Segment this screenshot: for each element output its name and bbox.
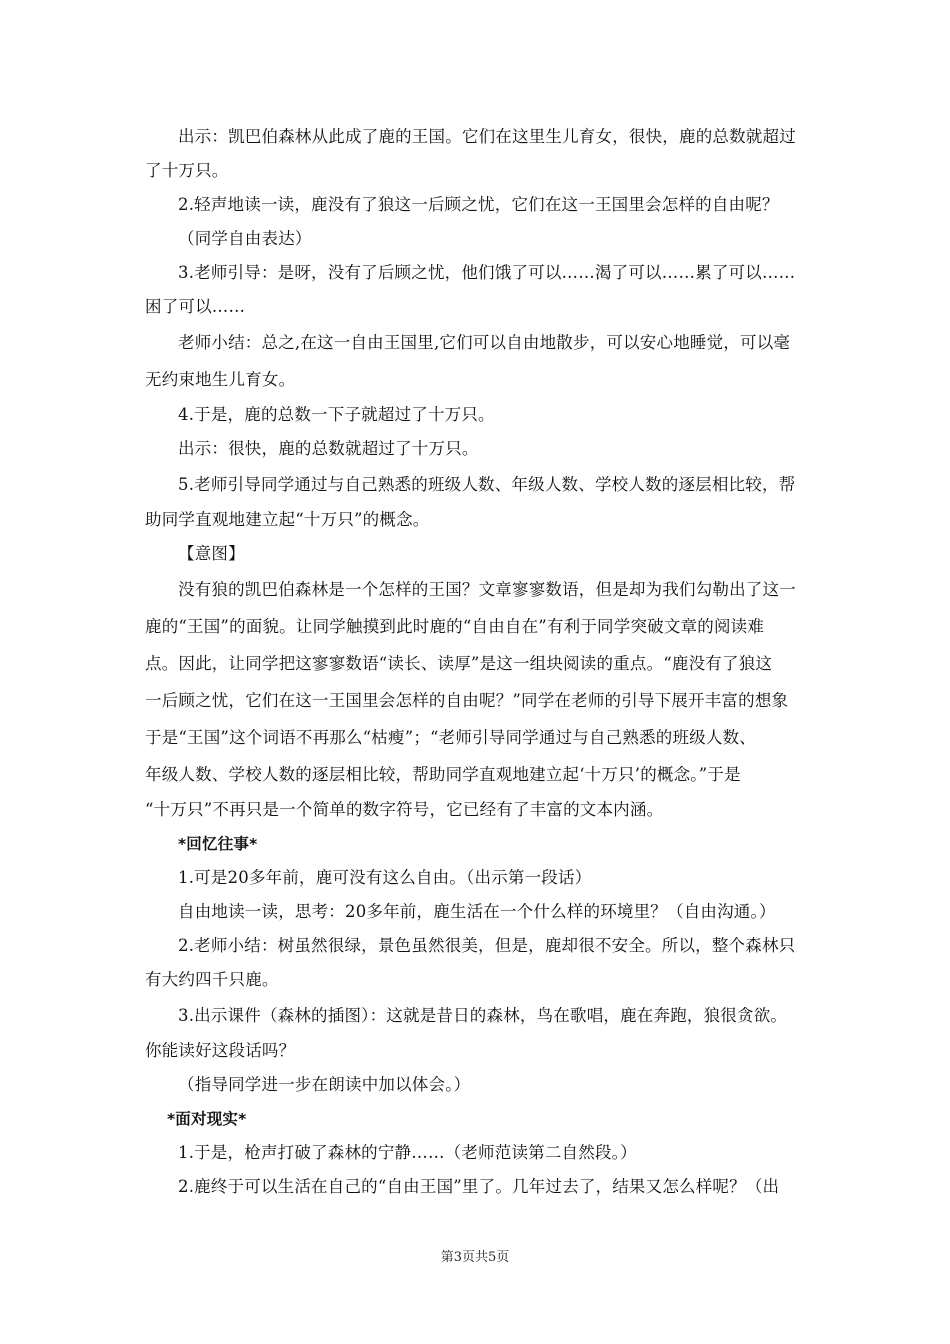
text-line: 一后顾之忧，它们在这一王国里会怎样的自由呢？”同学在老师的引导下展开丰富的想象	[145, 691, 789, 710]
text-line: 鹿的“王国”的面貌。让同学触摸到此时鹿的“自由自在”有利于同学突破文章的阅读难	[145, 617, 765, 636]
text-line: 3.老师引导：是呀，没有了后顾之忧，他们饿了可以……渴了可以……累了可以……	[178, 263, 796, 282]
page-number: 第3页共5页	[440, 1250, 510, 1265]
text-line: 自由地读一读，思考：20多年前，鹿生活在一个什么样的环境里？（自由沟通。）	[178, 902, 776, 921]
section-heading-intent: 【意图】	[178, 544, 245, 563]
text-line: “十万只”不再只是一个简单的数字符号，它已经有了丰富的文本内涵。	[145, 800, 664, 819]
text-line: 出示：凯巴伯森林从此成了鹿的王国。它们在这里生儿育女，很快，鹿的总数就超过	[178, 127, 796, 146]
text-line: 年级人数、学校人数的逐层相比较，帮助同学直观地建立起‘十万只’的概念。”于是	[145, 765, 741, 784]
text-line: 无约束地生儿育女。	[145, 370, 296, 389]
text-line: （指导同学进一步在朗读中加以体会。）	[178, 1075, 471, 1094]
text-line: 5.老师引导同学通过与自己熟悉的班级人数、年级人数、学校人数的逐层相比较，帮	[178, 475, 796, 494]
text-line: 2.老师小结：树虽然很绿，景色虽然很美，但是，鹿却很不安全。所以，整个森林只	[178, 936, 796, 955]
text-line: 于是“王国”这个词语不再那么“枯瘦”；“老师引导同学通过与自己熟悉的班级人数、	[145, 728, 756, 747]
text-line: 助同学直观地建立起“十万只”的概念。	[145, 510, 430, 529]
text-line: 1.于是，枪声打破了森林的宁静……（老师范读第二自然段。）	[178, 1143, 637, 1162]
section-heading-reality: *面对现实*	[167, 1110, 247, 1128]
text-line: 2.鹿终于可以生活在自己的“自由王国”里了。几年过去了，结果又怎么样呢？（出	[178, 1177, 780, 1196]
text-line: 点。因此，让同学把这寥寥数语“读长、读厚”是这一组块阅读的重点。“鹿没有了狼这	[145, 654, 773, 673]
text-line: 3.出示课件（森林的插图）：这就是昔日的森林，鸟在歌唱，鹿在奔跑，狼很贪欲。	[178, 1006, 788, 1025]
text-line: 4.于是，鹿的总数一下子就超过了十万只。	[178, 405, 495, 424]
text-line: 有大约四千只鹿。	[145, 970, 279, 989]
document-body	[145, 120, 807, 1204]
text-line: 出示：很快，鹿的总数就超过了十万只。	[178, 439, 479, 458]
text-line: 你能读好这段话吗？	[145, 1041, 296, 1060]
text-line: 2.轻声地读一读，鹿没有了狼这一后顾之忧，它们在这一王国里会怎样的自由呢？	[178, 195, 779, 214]
text-line: （同学自由表达）	[178, 229, 312, 248]
text-line: 了十万只。	[145, 161, 229, 180]
text-line: 1.可是20多年前，鹿可没有这么自由。（出示第一段话）	[178, 868, 592, 887]
section-heading-memories: *回忆往事*	[178, 835, 258, 853]
text-line: 困了可以……	[145, 297, 246, 316]
text-line: 老师小结：总之,在这一自由王国里,它们可以自由地散步，可以安心地睡觉，可以毫	[178, 333, 791, 352]
text-line: 没有狼的凯巴伯森林是一个怎样的王国？文章寥寥数语，但是却为我们勾勒出了这一	[178, 580, 796, 599]
